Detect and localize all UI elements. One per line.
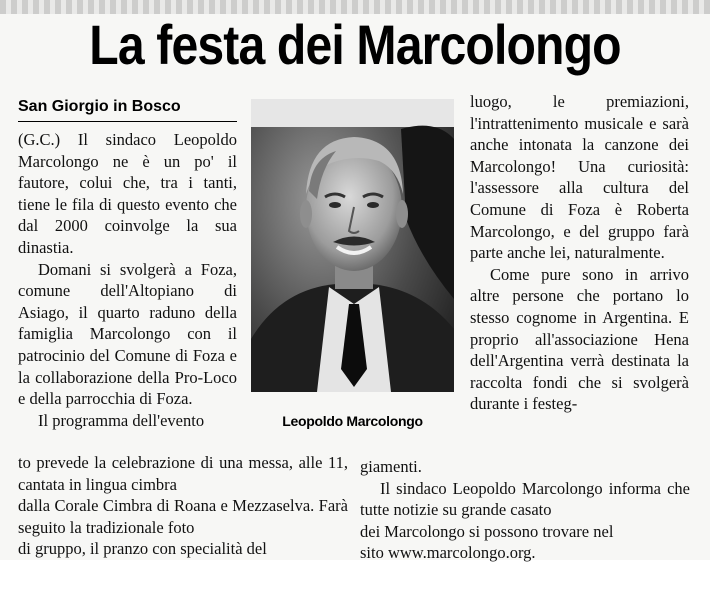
portrait-image [251, 99, 454, 392]
kicker-rule [18, 121, 237, 122]
column-1 [18, 129, 237, 431]
paragraph-3-start: Il programma dell'evento [38, 410, 205, 430]
bottom-right-block [360, 456, 690, 564]
kicker-location: San Giorgio in Bosco [18, 98, 181, 115]
bottom-right-line-2: Il sindaco Leopoldo Marcolongo informa che tutte notizie su grande casato [360, 478, 690, 520]
column-3 [470, 91, 689, 415]
bottom-right-line-4: sito www.marcolongo.org. [360, 543, 536, 563]
portrait-photo [251, 99, 454, 392]
paragraph-2: Domani si svolgerà a Foza, comune dell'Altopiano di Asiago, il quarto raduno della famiglia Marcolongo con il patrocinio del Comune di Foza e la collaborazione della Pro-Loco e della parrocchia di Foza. [18, 259, 237, 409]
paragraph-1: (G.C.) Il sindaco Leopoldo Marcolongo ne è un po' il fautore, colui che, tra i tanti, tiene le fila di questo evento che dal 2000 coinvolge la sua dinastia. [18, 130, 237, 257]
bottom-left-block [18, 452, 348, 560]
photo-caption: Leopoldo Marcolongo [282, 413, 423, 429]
bottom-left-line-1: to prevede la celebrazione di una messa, alle 11, cantata in lingua cimbra [18, 453, 348, 494]
headline: La festa dei Marcolongo [89, 13, 621, 76]
bottom-left-line-3: di gruppo, il pranzo con specialità del [18, 539, 267, 559]
bottom-right-line-1: giamenti. [360, 457, 422, 476]
bottom-left-line-2: dalla Corale Cimbra di Roana e Mezzaselva. Farà seguito la tradizionale foto [18, 496, 348, 537]
paragraph-4: luogo, le premiazioni, l'intrattenimento musicale e sarà anche intonata la canzone dei Marcolongo! Una curiosità: l'assessore alla cultura del Comune di Foza è Roberta Marcolongo, e del gruppo farà parte anche lei, naturalmente. [470, 92, 689, 263]
bottom-right-line-3: dei Marcolongo si possono trovare nel [360, 521, 614, 541]
paragraph-5: Come pure sono in arrivo altre persone che portano lo stesso cognome in Argentina. E proprio all'associazione Hena dell'Argentina verrà destinata la raccolta fondi che si svolgerà durante i festeg- [470, 264, 689, 414]
